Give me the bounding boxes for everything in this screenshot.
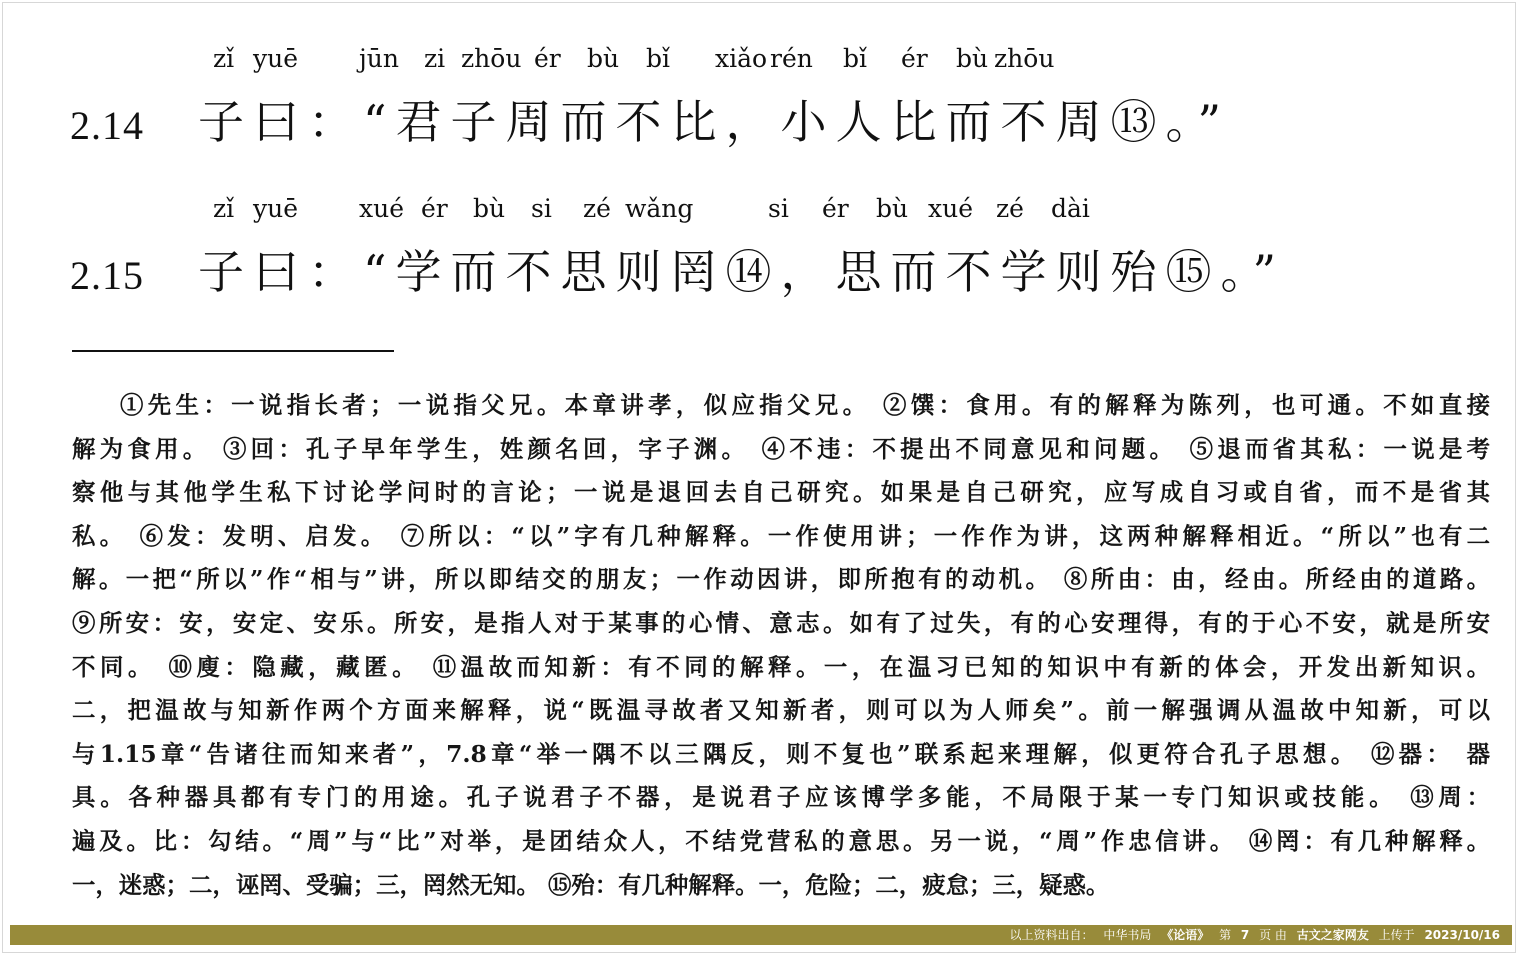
- source-label: 以上资料出自：: [1009, 928, 1094, 942]
- page-suffix: 页 由: [1259, 928, 1287, 942]
- pinyin-syllable: zi: [424, 44, 446, 73]
- pinyin-syllable: bù: [587, 44, 620, 73]
- pinyin-syllable: ér: [421, 194, 448, 223]
- verse-2-15: [70, 190, 1286, 300]
- footnote-line: 私。 ⑥发：发明、启发。 ⑦所以：“以”字有几种解释。一作使用讲；一作作为讲，这两种解释相近。“所以”也有二: [72, 521, 1490, 550]
- footnote-line: 察他与其他学生私下讨论学问时的言论；一说是退回去自己研究。如果是自己研究，应写成自习或自省，而不是省其: [72, 478, 1490, 507]
- verse-text: 子曰：“君子周而不比，小人比而不周⑬。”: [198, 95, 1231, 149]
- footnote-divider: [72, 350, 394, 352]
- publisher-name: 中华书局: [1103, 928, 1152, 942]
- verse-text: 子曰：“学而不思则罔⑭，思而不学则殆⑮。”: [198, 245, 1286, 299]
- footnote-line: 二，把温故与知新作两个方面来解释，说“既温寻故者又知新者，则可以为人师矣”。前一解强调从温故中知新，可以: [72, 696, 1490, 725]
- page-number: 7: [1240, 928, 1250, 942]
- pinyin-syllable: zhōu: [994, 44, 1055, 73]
- pinyin-line: [70, 40, 1270, 80]
- verse-line: [70, 80, 1270, 150]
- pinyin-syllable: yuē: [253, 44, 299, 73]
- source-footer: [10, 925, 1512, 945]
- pinyin-syllable: xué: [928, 194, 973, 223]
- pinyin-syllable: zé: [583, 194, 611, 223]
- pinyin-syllable: dài: [1051, 194, 1090, 223]
- pinyin-syllable: xué: [359, 194, 404, 223]
- page-prefix: 第: [1219, 928, 1232, 942]
- pinyin-syllable: bù: [956, 44, 989, 73]
- footnote-line: 解为食用。 ③回：孔子早年学生，姓颜名回，字子渊。 ④不违：不提出不同意见和问题。 ⑤退而省其私：一说是考: [72, 434, 1490, 463]
- pinyin-syllable: yuē: [253, 194, 299, 223]
- pinyin-syllable: xiǎo: [715, 44, 768, 73]
- footnote-line: ①先生：一说指长者；一说指父兄。本章讲孝，似应指父兄。 ②馔：食用。有的解释为陈列，也可通。不如直接: [120, 391, 1490, 419]
- pinyin-syllable: si: [531, 194, 552, 223]
- verse-2-14: [70, 40, 1270, 150]
- upload-date: 2023/10/16: [1424, 928, 1500, 942]
- footnote-line: 不同。 ⑩廋：隐藏，藏匿。 ⑪温故而知新：有不同的解释。一，在温习已知的知识中有新的体会，开发出新知识。: [72, 652, 1490, 681]
- pinyin-syllable: si: [768, 194, 789, 223]
- uploaded-label: 上传于: [1378, 928, 1415, 942]
- pinyin-syllable: zǐ: [213, 44, 235, 73]
- pinyin-syllable: ér: [822, 194, 849, 223]
- pinyin-syllable: jūn: [359, 44, 399, 73]
- verse-number: 2.15: [70, 253, 144, 298]
- pinyin-syllable: bǐ: [843, 44, 867, 73]
- pinyin-syllable: rén: [770, 44, 813, 73]
- pinyin-syllable: wǎng: [625, 194, 694, 223]
- pinyin-syllable: ér: [901, 44, 928, 73]
- pinyin-syllable: zhōu: [461, 44, 522, 73]
- footnote-line: 与1.15章“告诸往而知来者”，7.8章“举一隅不以三隅反，则不复也”联系起来理解，似更符合孔子思想。 ⑫器： 器: [72, 739, 1490, 768]
- footnote-line: 一，迷惑；二，诬罔、受骗；三，罔然无知。 ⑮殆：有几种解释。一，危险；二，疲怠；三，疑惑。: [72, 870, 1110, 899]
- pinyin-syllable: bù: [473, 194, 506, 223]
- footnotes: [72, 384, 1490, 907]
- verse-line: [70, 230, 1286, 300]
- site-name: 古文之家网友: [1296, 928, 1369, 942]
- book-title: 《论语》: [1161, 928, 1210, 942]
- footnote-line: 解。一把“所以”作“相与”讲，所以即结交的朋友；一作动因讲，即所抱有的动机。 ⑧所由：由，经由。所经由的道路。: [72, 565, 1490, 594]
- pinyin-syllable: zé: [996, 194, 1024, 223]
- pinyin-line: [70, 190, 1270, 230]
- footnote-line: 具。各种器具都有专门的用途。孔子说君子不器，是说君子应该博学多能，不局限于某一专门知识或技能。 ⑬周：: [72, 783, 1490, 812]
- pinyin-syllable: ér: [534, 44, 561, 73]
- verse-number: 2.14: [70, 103, 144, 148]
- pinyin-syllable: zǐ: [213, 194, 235, 223]
- pinyin-syllable: bù: [876, 194, 909, 223]
- footnote-line: 遍及。比：勾结。“周”与“比”对举，是团结众人，不结党营私的意思。另一说，“周”作忠信讲。 ⑭罔：有几种解释。: [72, 826, 1490, 855]
- pinyin-syllable: bǐ: [646, 44, 670, 73]
- footnote-line: ⑨所安：安，安定、安乐。所安，是指人对于某事的心情、意志。如有了过失，有的心安理得，有的于心不安，就是所安: [72, 608, 1490, 637]
